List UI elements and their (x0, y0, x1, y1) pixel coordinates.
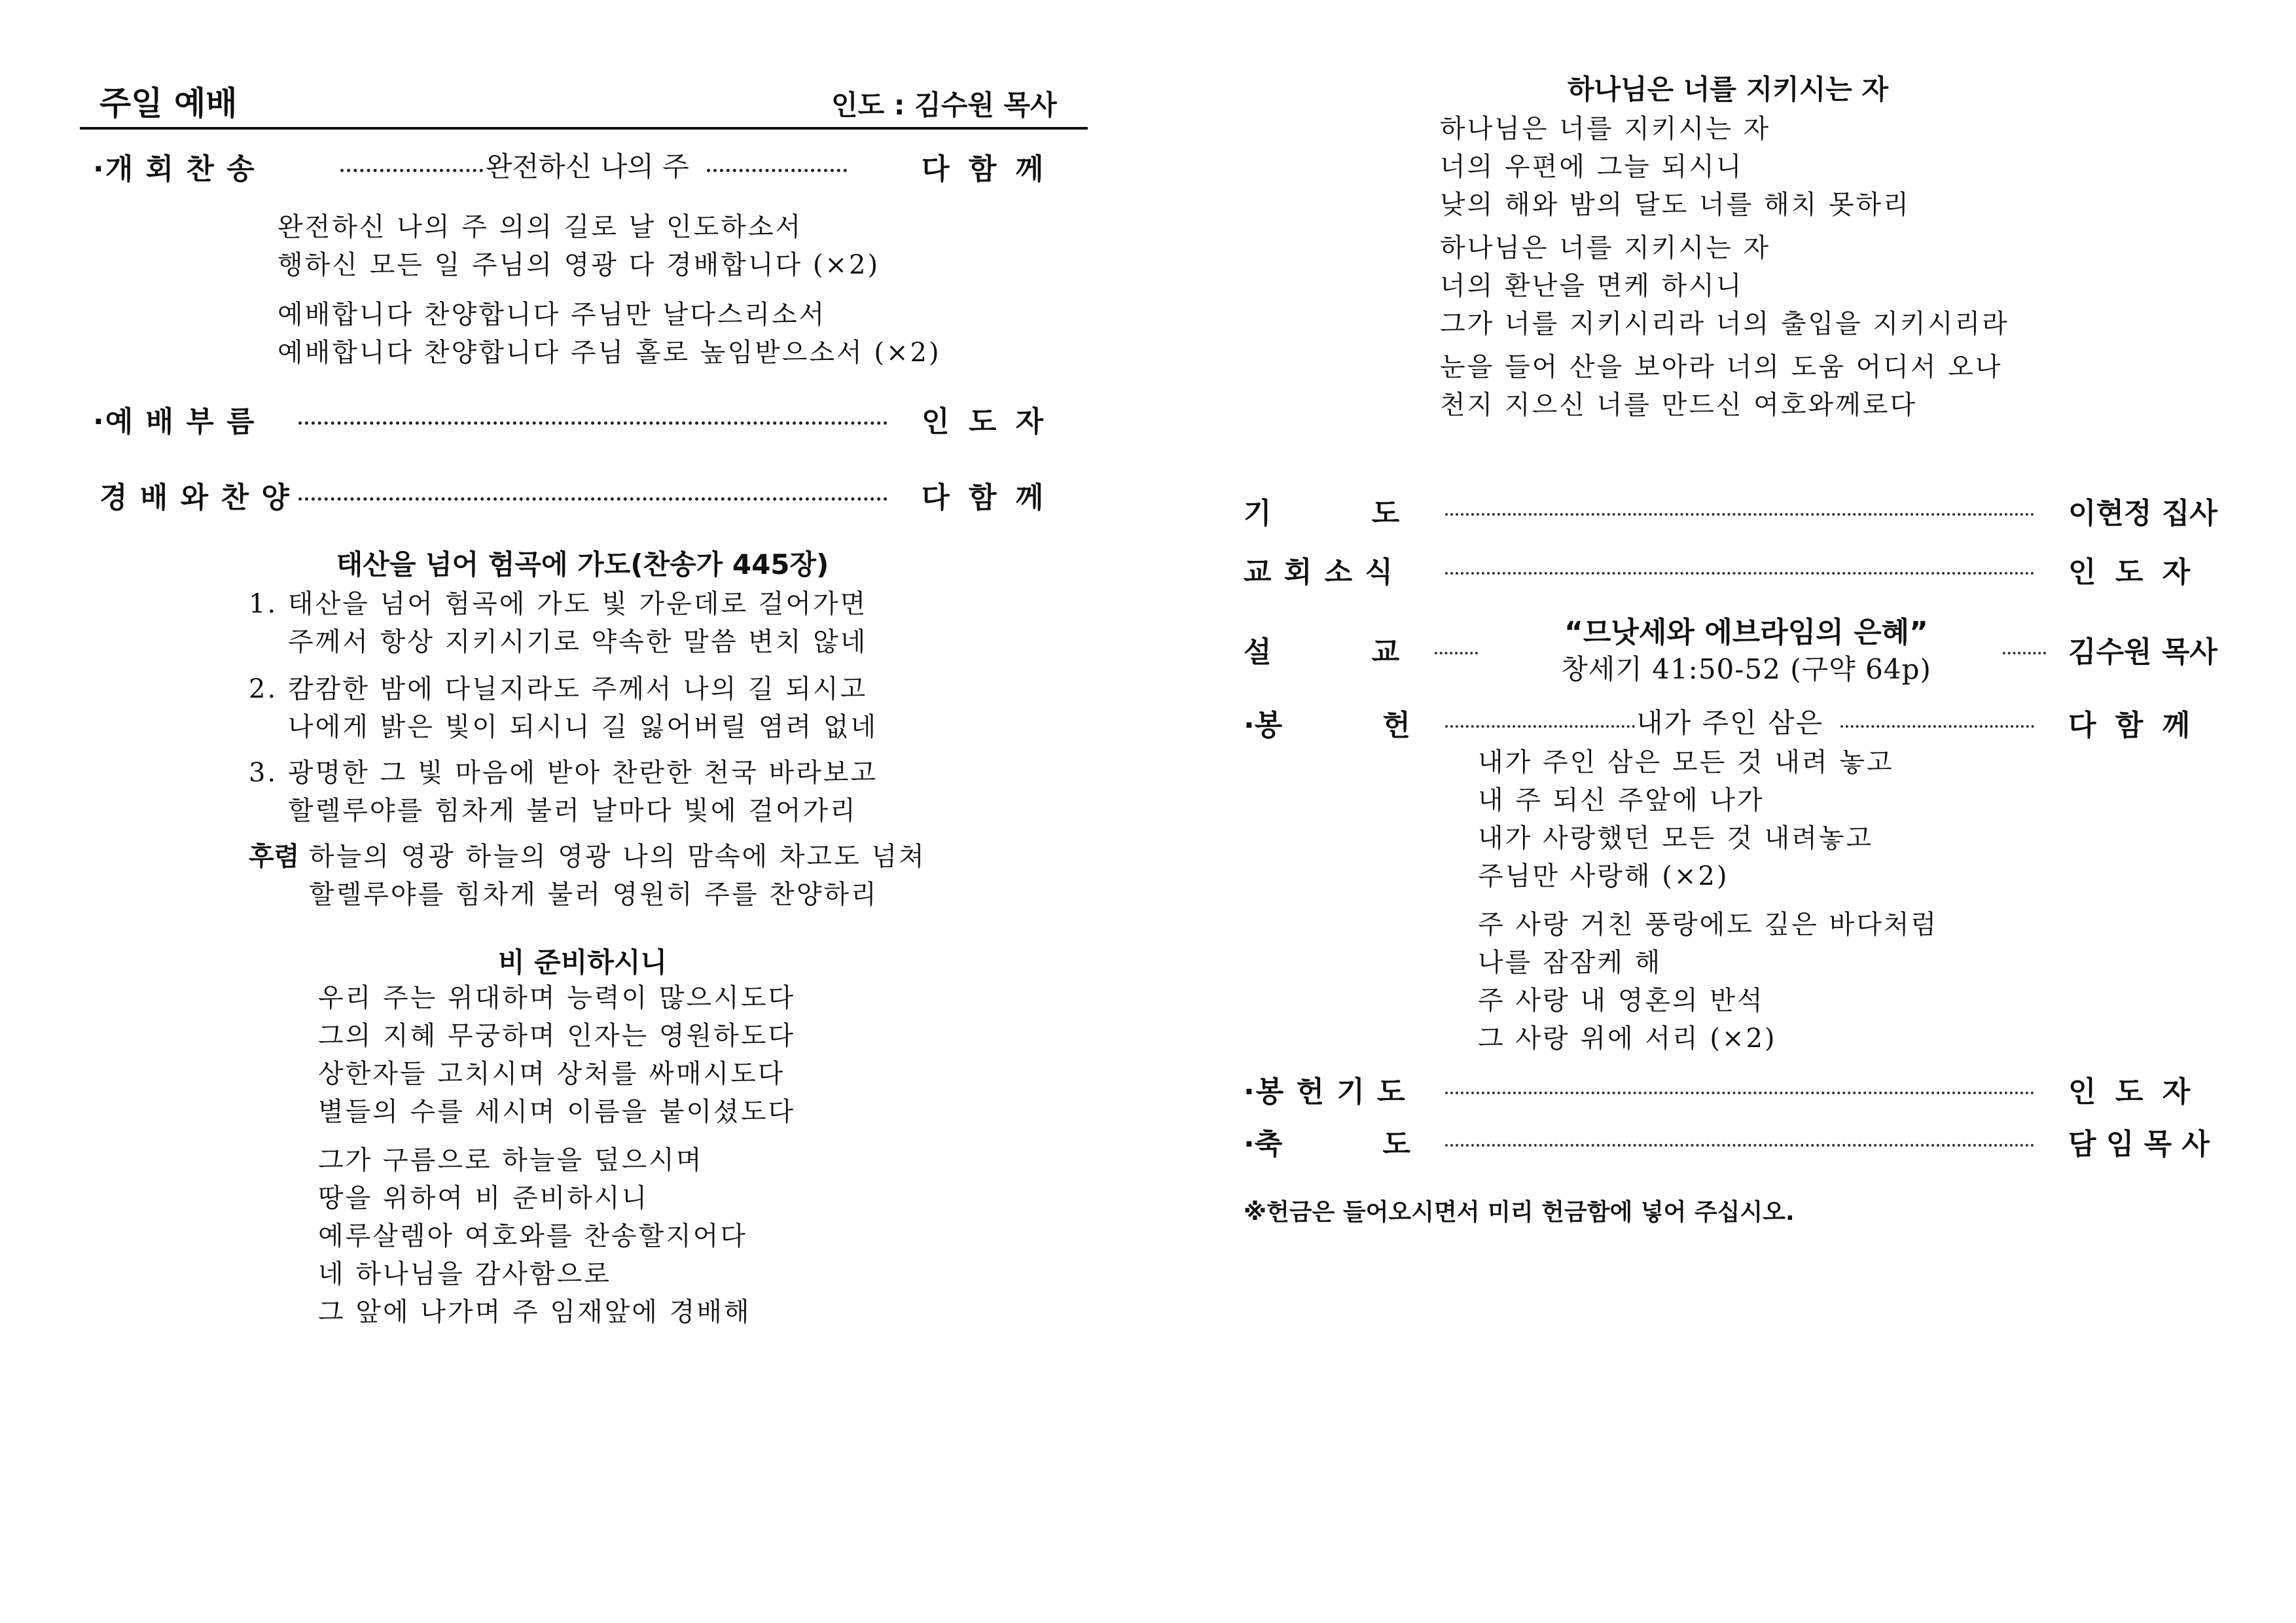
praise-label: 경 배 와 찬 양 (99, 481, 291, 514)
dot-leader (1445, 1144, 2034, 1147)
lyric-line: 그 앞에 나가며 주 임재앞에 경배해 (318, 1297, 751, 1327)
service-leader: 인도 : 김수원 목사 (831, 89, 1057, 121)
rain-song-stanza-2 (318, 1141, 751, 1331)
rain-song-title: 비 준비하시니 (497, 946, 668, 978)
dot-leader (298, 497, 888, 501)
lyric-line: 예배합니다 찬양합니다 주님 홀로 높임받으소서 (×2) (278, 338, 941, 368)
benediction-label: ·축 도 (1244, 1128, 1410, 1161)
lyric-line: 예배합니다 찬양합니다 주님만 날다스리소서 (278, 300, 827, 330)
call-to-worship-label: ·예 배 부 름 (93, 405, 256, 438)
keeper-song-stanza-2 (1440, 229, 2009, 343)
lyric-line: 예루살렘아 여호와를 찬송할지어다 (318, 1221, 748, 1251)
offering-role: 다 함 께 (2068, 709, 2191, 742)
lyric-line: 주 사랑 내 영혼의 반석 (1478, 986, 1765, 1016)
lyric-line: 주께서 항상 지키시기로 약속한 말씀 변치 않네 (288, 627, 868, 657)
dot-leader (340, 169, 483, 172)
offering-prayer-label: ·봉 헌 기 도 (1244, 1075, 1407, 1109)
lyric-line: 할렐루야를 힘차게 불러 날마다 빛에 걸어가리 (288, 796, 857, 826)
sermon-scripture: 창세기 41:50-52 (구약 64p) (1561, 653, 1931, 685)
hymn-445-verse-3 (249, 754, 878, 830)
lyric-line: 별들의 수를 세시며 이름을 붙이셨도다 (318, 1097, 796, 1127)
dot-leader (1445, 725, 1635, 728)
offering-label: ·봉 헌 (1244, 709, 1410, 742)
lyric-line: 나를 잠잠케 해 (1478, 948, 1662, 978)
opening-hymn-song: 완전하신 나의 주 (486, 151, 689, 183)
keeper-song-stanza-1 (1440, 110, 1910, 224)
opening-hymn-stanza-1 (278, 208, 880, 284)
opening-hymn-role: 다 함 께 (922, 152, 1044, 186)
lyric-line: 땅을 위하여 비 준비하시니 (318, 1183, 649, 1213)
dot-leader (1445, 1092, 2034, 1094)
offering-song: 내가 주인 삼은 (1636, 707, 1824, 739)
lyric-line: 2. 캄캄한 밤에 다닐지라도 주께서 나의 길 되시고 (249, 674, 868, 704)
keeper-song-title: 하나님은 너를 지키시는 자 (1567, 73, 1889, 105)
dot-leader (1445, 513, 2034, 516)
dot-leader (2003, 652, 2046, 654)
hymn-445-chorus (309, 838, 926, 914)
lyric-line: 그가 너를 지키시리라 너의 출입을 지키시리라 (1440, 309, 2009, 339)
prayer-role: 이현정 집사 (2068, 497, 2217, 530)
praise-role: 다 함 께 (922, 481, 1044, 514)
lyric-line: 행하신 모든 일 주님의 영광 다 경배합니다 (×2) (278, 250, 880, 280)
dot-leader (1445, 572, 2034, 575)
prayer-label: 기 도 (1244, 497, 1400, 530)
church-news-role: 인 도 자 (2068, 556, 2191, 589)
lyric-line: 1. 태산을 넘어 험곡에 가도 빛 가운데로 걸어가면 (249, 589, 868, 619)
lyric-line: 내 주 되신 주앞에 나가 (1478, 785, 1765, 815)
sermon-label: 설 교 (1244, 635, 1400, 669)
lyric-line: 하나님은 너를 지키시는 자 (1440, 114, 1771, 144)
dot-leader (707, 169, 847, 172)
lyric-line: 완전하신 나의 주 의의 길로 날 인도하소서 (278, 212, 803, 242)
lyric-line: 천지 지으신 너를 만드신 여호와께로다 (1440, 390, 1918, 420)
dot-leader (1435, 652, 1478, 654)
opening-hymn-label: ·개 회 찬 송 (93, 152, 256, 186)
lyric-line: 낮의 해와 밤의 달도 너를 해치 못하리 (1440, 190, 1910, 220)
lyric-line: 주 사랑 거친 풍랑에도 깊은 바다처럼 (1478, 910, 1939, 940)
lyric-line: 눈을 들어 산을 보아라 너의 도움 어디서 오나 (1440, 352, 2003, 382)
offering-song-stanza-1 (1478, 743, 1894, 895)
lyric-line: 너의 우편에 그늘 되시니 (1440, 152, 1744, 182)
lyric-line: 하나님은 너를 지키시는 자 (1440, 233, 1771, 263)
keeper-song-stanza-3 (1440, 348, 2003, 424)
offering-prayer-role: 인 도 자 (2068, 1075, 2191, 1109)
opening-hymn-stanza-2 (278, 296, 941, 372)
rain-song-stanza-1 (318, 979, 795, 1131)
lyric-line: 네 하나님을 감사함으로 (318, 1259, 611, 1289)
call-to-worship-role: 인 도 자 (922, 405, 1044, 438)
offering-notice: ※헌금은 들어오시면서 미리 헌금함에 넣어 주십시오. (1244, 1199, 1795, 1226)
hymn-445-verse-1 (249, 585, 867, 661)
lyric-line: 할렐루야를 힘차게 불러 영원히 주를 찬양하리 (309, 880, 878, 910)
benediction-role: 담 임 목 사 (2068, 1128, 2210, 1161)
service-title: 주일 예배 (99, 84, 238, 122)
church-news-label: 교 회 소 식 (1244, 556, 1394, 589)
chorus-label: 후렴 (249, 842, 300, 872)
lyric-line: 나에게 밝은 빛이 되시니 길 잃어버릴 염려 없네 (288, 712, 878, 742)
lyric-line: 그 사랑 위에 서리 (×2) (1478, 1024, 1777, 1054)
lyric-line: 3. 광명한 그 빛 마음에 받아 찬란한 천국 바라보고 (249, 758, 878, 788)
sermon-role: 김수원 목사 (2068, 635, 2217, 669)
hymn-445-title: 태산을 넘어 험곡에 가도(찬송가 445장) (336, 548, 829, 580)
lyric-line: 우리 주는 위대하며 능력이 많으시도다 (318, 983, 796, 1013)
lyric-line: 상한자들 고치시며 상처를 싸매시도다 (318, 1059, 785, 1089)
lyric-line: 내가 주인 삼은 모든 것 내려 놓고 (1478, 747, 1894, 777)
hymn-445-verse-2 (249, 670, 878, 746)
lyric-line: 내가 사랑했던 모든 것 내려놓고 (1478, 823, 1874, 853)
lyric-line: 그의 지혜 무궁하며 인자는 영원하도다 (318, 1021, 796, 1051)
lyric-line: 그가 구름으로 하늘을 덮으시며 (318, 1145, 704, 1175)
dot-leader (298, 421, 888, 425)
offering-song-stanza-2 (1478, 906, 1938, 1058)
header-divider (80, 127, 1088, 130)
lyric-line: 하늘의 영광 하늘의 영광 나의 맘속에 차고도 넘쳐 (309, 842, 926, 872)
dot-leader (1840, 725, 2034, 728)
lyric-line: 너의 환난을 면케 하시니 (1440, 271, 1744, 301)
lyric-line: 주님만 사랑해 (×2) (1478, 861, 1729, 891)
sermon-title: “므낫세와 에브라임의 은혜” (1564, 616, 1928, 649)
